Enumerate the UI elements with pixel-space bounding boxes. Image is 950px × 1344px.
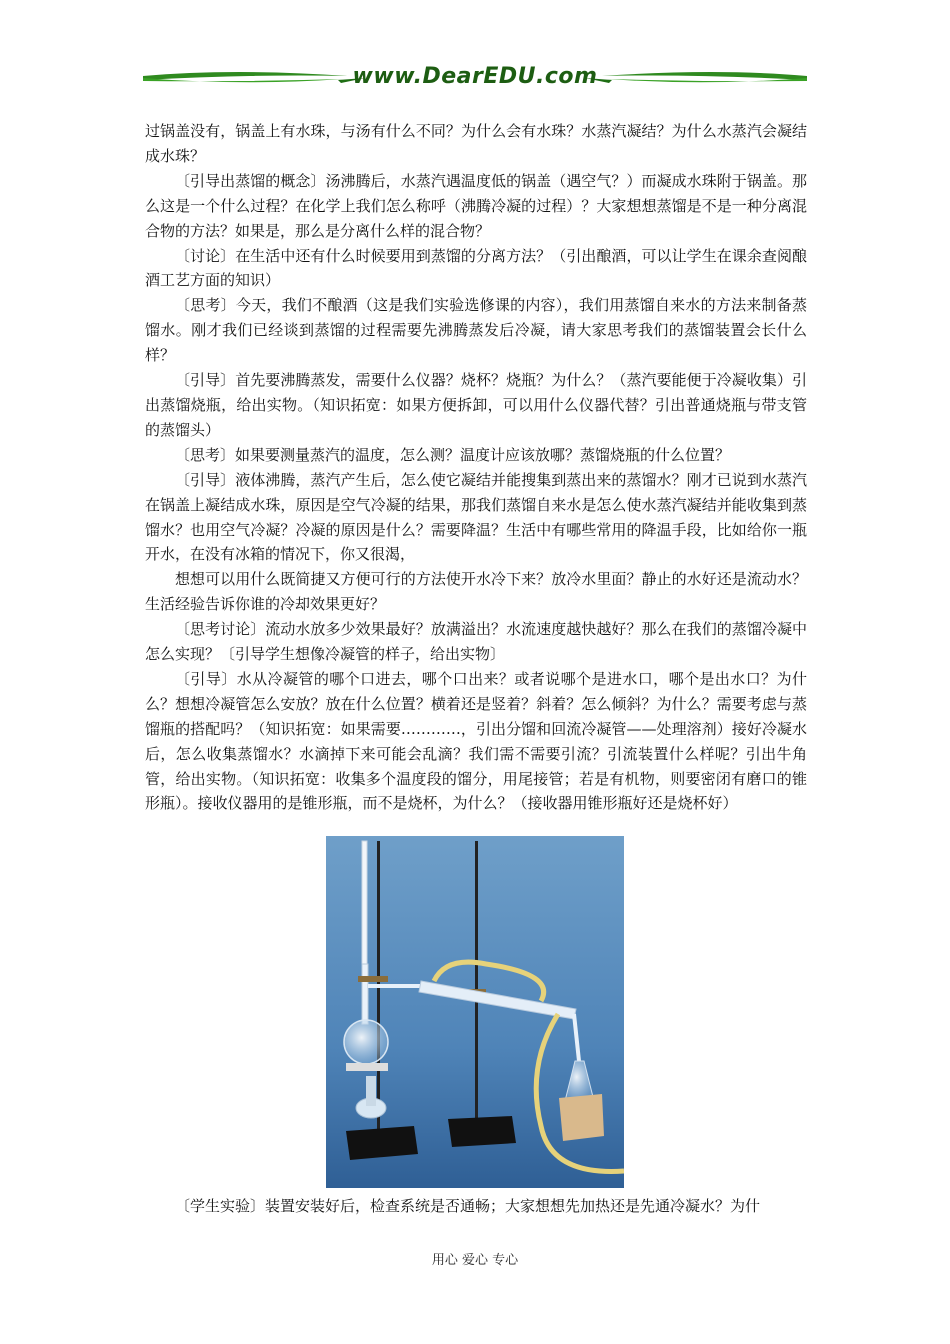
continuation-text <box>145 1194 807 1219</box>
page-footer: 用心 爱心 专心 <box>431 1253 519 1268</box>
paragraph: 〔学生实验〕装置安装好后，检查系统是否通畅；大家想想先加热还是先通冷凝水？为什 <box>175 1197 761 1215</box>
paragraph: 〔讨论〕在生活中还有什么时候要用到蒸馏的分离方法？（引出酿酒，可以让学生在课余查阅酿酒工艺方面的知识） <box>145 246 807 290</box>
distillation-apparatus-photo <box>326 836 624 1188</box>
paragraph: 〔思考〕今天，我们不酿酒（这是我们实验选修课的内容），我们用蒸馏自来水的方法来制备蒸馏水。刚才我们已经谈到蒸馏的过程需要先沸腾蒸发后冷凝，请大家思考我们的蒸馏装置会长什么样？ <box>145 296 807 365</box>
paragraph: 〔思考〕如果要测量蒸汽的温度，怎么测？温度计应该放哪？蒸馏烧瓶的什么位置？ <box>175 445 731 464</box>
page-header <box>143 60 807 96</box>
paragraph: 〔引导〕首先要沸腾蒸发，需要什么仪器？烧杯？烧瓶？为什么？（蒸汽要能便于冷凝收集）引出蒸馏烧瓶，给出实物。（知识拓宽：如果方便拆卸，可以用什么仪器代替？引出普通烧瓶与带支管的蒸馏头） <box>145 371 807 439</box>
paragraph: 想想可以用什么既简捷又方便可行的方法使开水冷下来？放冷水里面？静止的水好还是流动水？生活经验告诉你谁的冷却效果更好？ <box>145 570 807 614</box>
paragraph: 过锅盖没有，锅盖上有水珠，与汤有什么不同？为什么会有水珠？水蒸汽凝结？为什么水蒸汽会凝结成水珠？ <box>145 122 807 165</box>
body-text <box>145 119 807 816</box>
site-url: www.DearEDU.com <box>352 64 598 89</box>
paragraph: 〔思考讨论〕流动水放多少效果最好？放满溢出？水流速度越快越好？那么在我们的蒸馏冷凝中怎么实现？〔引导学生想像冷凝管的样子，给出实物〕 <box>145 620 807 664</box>
paragraph: 〔引导〕水从冷凝管的哪个口进去，哪个口出来？或者说哪个是进水口，哪个是出水口？为什么？想想冷凝管怎么安放？放在什么位置？横着还是竖着？斜着？怎么倾斜？为什么？需要考虑与蒸馏瓶的搭配吗？（知识拓宽：如果需要…………，引出分馏和回流冷凝管——处理溶剂）接好冷凝水后，怎么收集蒸馏水？水滴掉下来可能会乱滴？我们需不需要引流？引流装置什么样呢？引出牛角管，给出实物。（知识拓宽：收集多个温度段的馏分，用尾接管；若是有机物，则要密闭有磨口的锥形瓶）。接收仪器用的是锥形瓶，而不是烧杯，为什么？（接收器用锥形瓶好还是烧杯好） <box>145 669 807 813</box>
paragraph: 〔引导〕液体沸腾，蒸汽产生后，怎么使它凝结并能搜集到蒸出来的蒸馏水？刚才已说到水蒸汽在锅盖上凝结成水珠，原因是空气冷凝的结果，那我们蒸馏自来水是怎么使水蒸汽凝结并能收集到蒸馏水？也用空气冷凝？冷凝的原因是什么？需要降温？生活中有哪些常用的降温手段，比如给你一瓶开水，在没有冰箱的情况下，你又很渴， <box>145 470 807 564</box>
paragraph: 〔引导出蒸馏的概念〕汤沸腾后，水蒸汽遇温度低的锅盖（遇空气？）而凝成水珠附于锅盖。那么这是一个什么过程？在化学上我们怎么称呼（沸腾冷凝的过程）？大家想想蒸馏是不是一种分离混合物的方法？如果是，那么是分离什么样的混合物？ <box>145 171 807 240</box>
